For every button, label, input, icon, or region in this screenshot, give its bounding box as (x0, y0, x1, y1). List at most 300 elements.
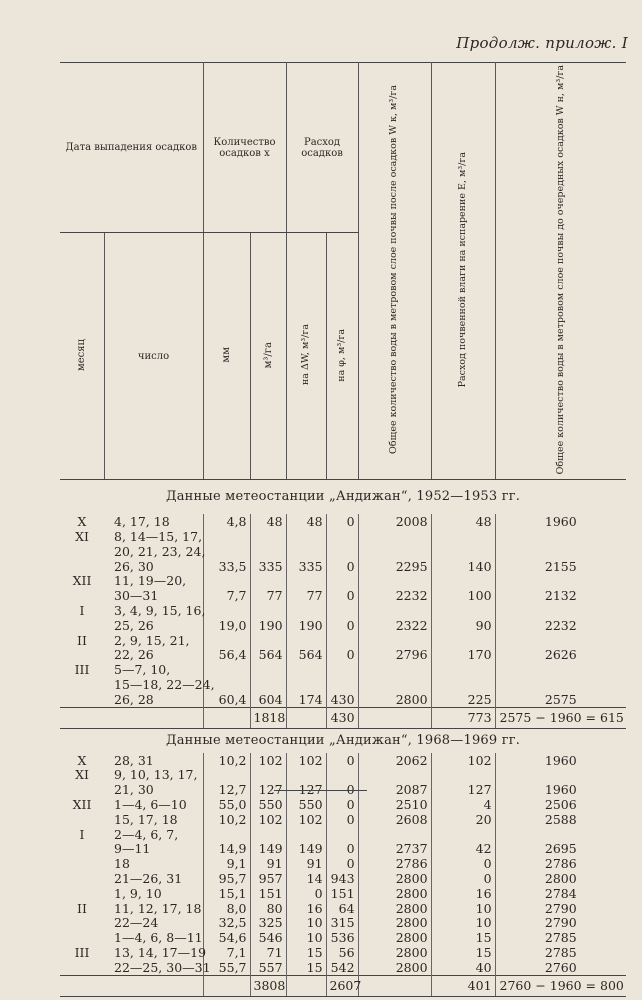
table-row (60, 514, 626, 529)
cell-dw: 15 (286, 960, 326, 975)
cell-mm: 54,6 (203, 930, 250, 945)
header-month (60, 233, 104, 480)
table-row (60, 574, 626, 589)
cell-days: 22, 26 (114, 647, 154, 663)
table-row (60, 960, 626, 975)
cell-month (60, 588, 104, 603)
header-date-group: Дата выпадения осадков (60, 63, 203, 233)
cell-e (431, 633, 495, 648)
cell-e (431, 768, 495, 783)
cell-wn (495, 529, 626, 544)
cell-dw: 102 (286, 753, 326, 768)
cell-phi (326, 633, 358, 648)
cell-wk: 2510 (358, 797, 431, 812)
cell-month: III (74, 662, 90, 678)
cell-month: XI (75, 767, 89, 783)
cell-e: 4 (431, 797, 495, 812)
total-wn: 2575 − 1960 = 615 (495, 707, 626, 728)
cell-wk (358, 662, 431, 677)
cell-dw (286, 677, 326, 692)
cell-month (60, 677, 104, 692)
cell-wk (358, 633, 431, 648)
header-wk-text: Общее количество воды в метровом слое почвы после осадков W к, м³/га (388, 85, 400, 455)
page-header: Продолж. прилож. I (456, 34, 628, 52)
cell-month: II (77, 632, 87, 648)
cell-wk: 2062 (358, 753, 431, 768)
cell-wn: 2155 (495, 559, 626, 574)
cell-month (60, 692, 104, 707)
header-m3ha-text: м³/га (262, 341, 274, 369)
cell-days: 26, 28 (114, 691, 154, 707)
cell-phi: 315 (326, 916, 358, 931)
cell-e (431, 529, 495, 544)
cell-wk: 2800 (358, 886, 431, 901)
total-dw (286, 975, 326, 996)
cell-month (60, 618, 104, 633)
cell-month (60, 648, 104, 663)
header-wn-text: Общее количество воды в метровом слое почвы до очередных осадков W н, м³/га (554, 65, 566, 475)
cell-month (60, 842, 104, 857)
cell-dw: 149 (286, 842, 326, 857)
cell-month: II (77, 900, 87, 916)
cell-mm (203, 603, 250, 618)
cell-e (431, 677, 495, 692)
section-title: Данные метеостанции „Андижан“, 1968—1969 гг. (165, 732, 521, 748)
cell-days: 13, 14, 17—19 (114, 944, 207, 960)
cell-phi (326, 603, 358, 618)
cell-days: 8, 14—15, 17, (114, 528, 203, 544)
cell-m3: 77 (250, 588, 286, 603)
table-row (60, 544, 626, 559)
header-day: число (104, 233, 203, 480)
cell-days: 3, 4, 9, 15, 16, (114, 602, 206, 618)
cell-month: X (77, 752, 87, 768)
cell-mm (203, 662, 250, 677)
header-m3ha (250, 233, 286, 480)
cell-days: 9, 10, 13, 17, (114, 767, 198, 783)
cell-dw: 102 (286, 812, 326, 827)
cell-wk (358, 603, 431, 618)
cell-days: 15—18, 22—24, (114, 676, 215, 692)
cell-phi: 64 (326, 901, 358, 916)
total-e: 773 (431, 707, 495, 728)
cell-m3: 335 (250, 559, 286, 574)
cell-m3: 48 (250, 514, 286, 529)
cell-e: 90 (431, 618, 495, 633)
cell-m3: 71 (250, 945, 286, 960)
cell-phi: 542 (326, 960, 358, 975)
cell-wn: 1960 (495, 514, 626, 529)
cell-month (60, 930, 104, 945)
cell-phi: 536 (326, 930, 358, 945)
cell-phi: 0 (326, 559, 358, 574)
cell-wn: 1960 (495, 753, 626, 768)
cell-m3 (250, 677, 286, 692)
cell-m3: 957 (250, 871, 286, 886)
cell-wn: 2132 (495, 588, 626, 603)
cell-dw (286, 827, 326, 842)
cell-m3: 80 (250, 901, 286, 916)
cell-m3: 604 (250, 692, 286, 707)
cell-phi: 0 (326, 842, 358, 857)
cell-m3: 149 (250, 842, 286, 857)
cell-days: 22—25, 30—31 (114, 959, 211, 975)
cell-m3: 151 (250, 886, 286, 901)
cell-dw (286, 529, 326, 544)
header-dw-text: на ΔW, м³/га (299, 324, 311, 386)
cell-phi: 0 (326, 648, 358, 663)
cell-month (60, 960, 104, 975)
cell-wk: 2796 (358, 648, 431, 663)
cell-phi (326, 544, 358, 559)
table-row (60, 901, 626, 916)
cell-month: XII (72, 573, 92, 589)
cell-m3 (250, 633, 286, 648)
total-row (60, 707, 626, 728)
cell-month (60, 871, 104, 886)
table-row (60, 945, 626, 960)
cell-wk: 2800 (358, 960, 431, 975)
cell-days: 9—11 (114, 841, 151, 857)
cell-wn (495, 662, 626, 677)
cell-m3: 325 (250, 916, 286, 931)
total-m3: 1818 (250, 707, 286, 728)
cell-month: I (79, 602, 85, 618)
cell-e: 0 (431, 871, 495, 886)
cell-mm (203, 633, 250, 648)
cell-m3: 550 (250, 797, 286, 812)
cell-days: 4, 17, 18 (114, 514, 170, 530)
cell-mm (203, 768, 250, 783)
cell-mm: 14,9 (203, 842, 250, 857)
cell-phi (326, 662, 358, 677)
cell-mm (203, 529, 250, 544)
cell-wn (495, 633, 626, 648)
cell-dw: 15 (286, 945, 326, 960)
cell-mm: 10,2 (203, 753, 250, 768)
cell-days: 18 (114, 856, 130, 872)
cell-phi (326, 768, 358, 783)
cell-phi: 0 (326, 782, 358, 797)
cell-wk: 2800 (358, 871, 431, 886)
table-row (60, 633, 626, 648)
cell-mm: 60,4 (203, 692, 250, 707)
section-title-row (60, 728, 626, 753)
cell-wn: 2506 (495, 797, 626, 812)
cell-m3 (250, 574, 286, 589)
cell-wn (495, 544, 626, 559)
cell-phi (326, 574, 358, 589)
total-wk (358, 707, 431, 728)
cell-e: 102 (431, 753, 495, 768)
cell-mm: 7,1 (203, 945, 250, 960)
cell-days: 11, 19—20, (114, 573, 187, 589)
cell-dw: 0 (286, 886, 326, 901)
cell-days: 2, 9, 15, 21, (114, 632, 190, 648)
cell-wn (495, 603, 626, 618)
table-row (60, 930, 626, 945)
cell-wn: 2800 (495, 871, 626, 886)
cell-phi (326, 827, 358, 842)
cell-wk (358, 827, 431, 842)
cell-month: III (74, 944, 90, 960)
cell-m3: 546 (250, 930, 286, 945)
header-dw (286, 233, 326, 480)
cell-mm: 55,0 (203, 797, 250, 812)
section-title: Данные метеостанции „Андижан“, 1952—1953 гг. (165, 489, 521, 505)
cell-days: 26, 30 (114, 558, 154, 574)
cell-dw: 14 (286, 871, 326, 886)
cell-dw: 174 (286, 692, 326, 707)
cell-e: 20 (431, 812, 495, 827)
cell-m3: 557 (250, 960, 286, 975)
total-wk (358, 975, 431, 996)
total-month (60, 975, 104, 996)
cell-wn: 2760 (495, 960, 626, 975)
cell-m3 (250, 603, 286, 618)
cell-e: 10 (431, 901, 495, 916)
cell-phi: 151 (326, 886, 358, 901)
cell-days: 5—7, 10, (114, 662, 171, 678)
header-wn (495, 63, 626, 480)
table-row (60, 603, 626, 618)
table-row (60, 768, 626, 783)
total-phi: 430 (326, 707, 358, 728)
cell-wk: 2800 (358, 930, 431, 945)
cell-dw (286, 544, 326, 559)
cell-wk: 2008 (358, 514, 431, 529)
total-dw (286, 707, 326, 728)
cell-m3: 564 (250, 648, 286, 663)
cell-mm: 8,0 (203, 901, 250, 916)
table-row (60, 529, 626, 544)
cell-mm: 15,1 (203, 886, 250, 901)
cell-wk (358, 544, 431, 559)
cell-wk: 2232 (358, 588, 431, 603)
table-row (60, 797, 626, 812)
cell-e: 0 (431, 856, 495, 871)
cell-month (60, 812, 104, 827)
cell-phi: 0 (326, 618, 358, 633)
cell-e (431, 603, 495, 618)
header-month-text: месяц (76, 338, 88, 371)
cell-wn: 2786 (495, 856, 626, 871)
cell-e (431, 827, 495, 842)
table-row (60, 677, 626, 692)
cell-wk: 2737 (358, 842, 431, 857)
table-row (60, 648, 626, 663)
cell-dw: 127 (286, 782, 326, 797)
header-flow-group: Расход осадков (286, 63, 358, 233)
cell-wk (358, 677, 431, 692)
header-evap (431, 63, 495, 480)
cell-mm (203, 544, 250, 559)
cell-wk: 2800 (358, 692, 431, 707)
cell-dw: 16 (286, 901, 326, 916)
total-phi: 2607 (326, 975, 358, 996)
section-title-row (60, 480, 626, 515)
cell-wn: 2785 (495, 930, 626, 945)
table-row (60, 856, 626, 871)
table-row (60, 559, 626, 574)
cell-month: X (77, 514, 87, 530)
cell-dw: 48 (286, 514, 326, 529)
cell-wn (495, 677, 626, 692)
cell-phi: 430 (326, 692, 358, 707)
cell-wn: 2790 (495, 916, 626, 931)
cell-wn: 2626 (495, 648, 626, 663)
cell-dw: 10 (286, 916, 326, 931)
header-mm (203, 233, 250, 480)
cell-dw (286, 603, 326, 618)
cell-month (60, 559, 104, 574)
cell-m3 (250, 662, 286, 677)
cell-days: 20, 21, 23, 24, (114, 543, 206, 559)
cell-mm: 9,1 (203, 856, 250, 871)
cell-dw: 550 (286, 797, 326, 812)
cell-dw: 335 (286, 559, 326, 574)
cell-days: 22—24 (114, 915, 159, 931)
cell-e: 100 (431, 588, 495, 603)
header-phi (326, 233, 358, 480)
cell-e: 140 (431, 559, 495, 574)
cell-dw (286, 662, 326, 677)
cell-e (431, 662, 495, 677)
cell-mm: 95,7 (203, 871, 250, 886)
header-wk (358, 63, 431, 480)
cell-m3: 102 (250, 812, 286, 827)
cell-mm: 33,5 (203, 559, 250, 574)
table-row (60, 842, 626, 857)
cell-phi (326, 677, 358, 692)
cell-phi: 0 (326, 753, 358, 768)
cell-wn: 2784 (495, 886, 626, 901)
cell-e: 42 (431, 842, 495, 857)
cell-wn: 2790 (495, 901, 626, 916)
cell-dw: 564 (286, 648, 326, 663)
cell-wk: 2800 (358, 901, 431, 916)
cell-wk: 2608 (358, 812, 431, 827)
cell-wn (495, 768, 626, 783)
cell-month (60, 856, 104, 871)
total-e: 401 (431, 975, 495, 996)
cell-month (60, 886, 104, 901)
cell-month (60, 782, 104, 797)
cell-wk (358, 574, 431, 589)
cell-mm: 32,5 (203, 916, 250, 931)
cell-month (60, 916, 104, 931)
cell-e: 40 (431, 960, 495, 975)
table-row (60, 812, 626, 827)
table-header (60, 63, 626, 480)
header-phi-text: на φ, м³/га (335, 328, 347, 382)
cell-wn: 2695 (495, 842, 626, 857)
cell-dw (286, 768, 326, 783)
cell-wk: 2800 (358, 916, 431, 931)
cell-mm: 55,7 (203, 960, 250, 975)
cell-mm: 12,7 (203, 782, 250, 797)
cell-wn: 2575 (495, 692, 626, 707)
table-row (60, 588, 626, 603)
table-row (60, 871, 626, 886)
cell-m3: 127 (250, 782, 286, 797)
cell-mm: 19,0 (203, 618, 250, 633)
cell-m3 (250, 544, 286, 559)
header-mm-text: мм (221, 347, 233, 363)
cell-phi: 0 (326, 797, 358, 812)
cell-e: 127 (431, 782, 495, 797)
cell-m3: 91 (250, 856, 286, 871)
cell-wn: 2232 (495, 618, 626, 633)
total-m3: 3808 (250, 975, 286, 996)
cell-mm: 10,2 (203, 812, 250, 827)
cell-e: 10 (431, 916, 495, 931)
table-row (60, 886, 626, 901)
cell-mm (203, 574, 250, 589)
cell-month: I (79, 826, 85, 842)
total-mm (203, 975, 250, 996)
precipitation-table (60, 62, 626, 997)
cell-m3: 102 (250, 753, 286, 768)
cell-days: 30—31 (114, 588, 159, 604)
cell-wk: 2295 (358, 559, 431, 574)
cell-e (431, 574, 495, 589)
cell-phi: 56 (326, 945, 358, 960)
cell-dw: 10 (286, 930, 326, 945)
cell-m3 (250, 827, 286, 842)
table-body (60, 480, 626, 996)
cell-mm: 56,4 (203, 648, 250, 663)
table-row (60, 692, 626, 707)
cell-phi: 943 (326, 871, 358, 886)
total-days (104, 975, 203, 996)
cell-phi: 0 (326, 856, 358, 871)
cell-wn: 2785 (495, 945, 626, 960)
cell-dw: 77 (286, 588, 326, 603)
table-row (60, 916, 626, 931)
header-evap-text: Расход почвенной влаги на испарение E, м³/га (456, 151, 468, 388)
cell-e: 48 (431, 514, 495, 529)
cell-wk: 2800 (358, 945, 431, 960)
cell-dw: 91 (286, 856, 326, 871)
cell-phi: 0 (326, 812, 358, 827)
cell-mm: 4,8 (203, 514, 250, 529)
cell-days: 15, 17, 18 (114, 811, 178, 827)
cell-wn (495, 574, 626, 589)
cell-days: 11, 12, 17, 18 (114, 900, 202, 916)
cell-e: 170 (431, 648, 495, 663)
cell-phi: 0 (326, 588, 358, 603)
cell-month (60, 544, 104, 559)
cell-days: 1—4, 6—10 (114, 796, 187, 812)
cell-m3 (250, 768, 286, 783)
cell-wn: 1960 (495, 782, 626, 797)
table-row (60, 827, 626, 842)
cell-phi (326, 529, 358, 544)
header-amount-group: Количество осадков x (203, 63, 286, 233)
table-row (60, 662, 626, 677)
cell-days: 21, 30 (114, 782, 154, 798)
total-days (104, 707, 203, 728)
cell-dw (286, 633, 326, 648)
cell-month: XI (75, 528, 89, 544)
footer-rule (274, 790, 367, 791)
cell-e: 15 (431, 930, 495, 945)
cell-wk: 2786 (358, 856, 431, 871)
cell-days: 2—4, 6, 7, (114, 826, 179, 842)
cell-m3 (250, 529, 286, 544)
cell-e: 225 (431, 692, 495, 707)
